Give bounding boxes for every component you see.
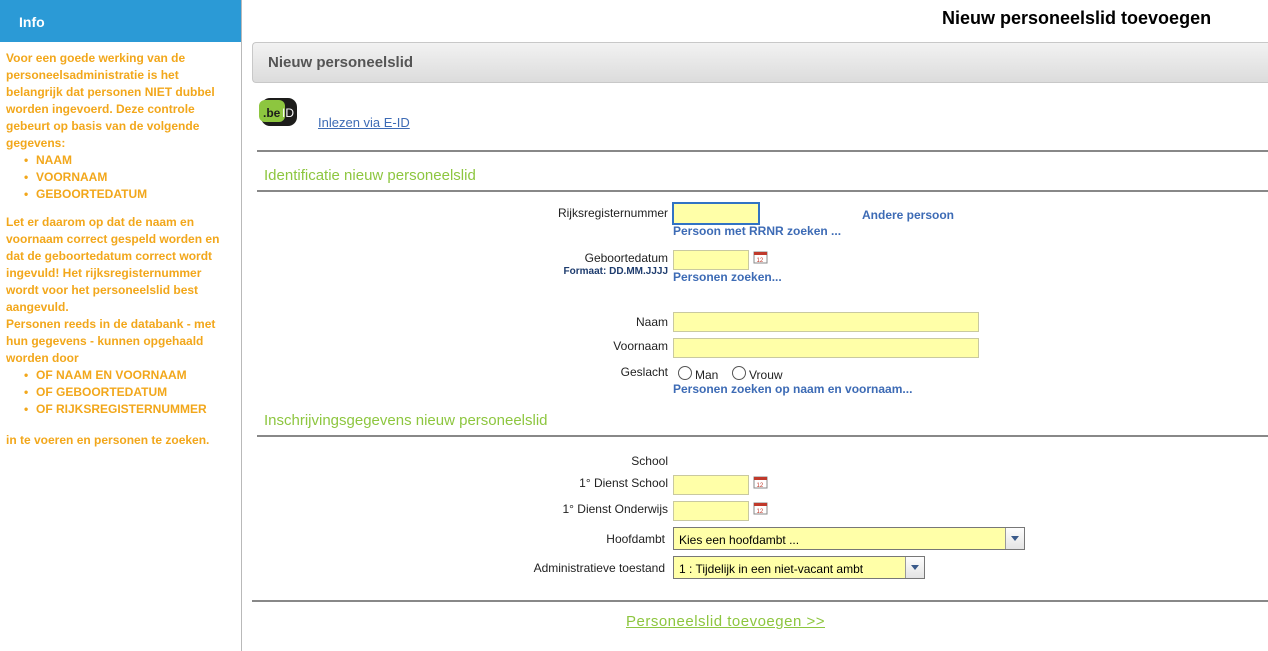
name-label: Naam bbox=[635, 315, 668, 329]
sidebar-header: Info bbox=[0, 0, 241, 42]
list-item: • OF GEBOORTEDATUM bbox=[24, 384, 235, 401]
info-paragraph-4: in te voeren en personen te zoeken. bbox=[6, 433, 210, 447]
other-person-link[interactable]: Andere persoon bbox=[862, 208, 955, 222]
birthdate-search-link[interactable]: Personen zoeken... bbox=[673, 270, 782, 284]
firstname-input[interactable] bbox=[673, 338, 979, 358]
beid-logo-icon bbox=[259, 98, 299, 126]
birthdate-label: Geboortedatum bbox=[584, 251, 668, 265]
first-service-education-label: 1° Dienst Onderwijs bbox=[562, 502, 668, 516]
gender-man-radio[interactable] bbox=[678, 366, 692, 380]
sidebar-body bbox=[0, 42, 241, 449]
chevron-down-icon[interactable] bbox=[905, 557, 924, 578]
admin-status-select[interactable] bbox=[673, 556, 925, 579]
main-position-select[interactable] bbox=[673, 527, 1025, 550]
list-item: • OF NAAM EN VOORNAAM bbox=[24, 367, 235, 384]
name-input[interactable] bbox=[673, 312, 979, 332]
info-paragraph-3: Personen reeds in de databank - met hun gegevens - kunnen opgehaald worden door bbox=[6, 317, 216, 365]
svg-text:12: 12 bbox=[756, 258, 764, 264]
main-position-value: Kies een hoofdambt ... bbox=[679, 533, 800, 547]
rrn-input[interactable] bbox=[672, 202, 760, 225]
divider bbox=[257, 435, 1268, 437]
calendar-icon[interactable] bbox=[753, 250, 768, 264]
first-service-school-input[interactable] bbox=[673, 475, 749, 495]
admin-status-value: 1 : Tijdelijk in een niet-vacant ambt bbox=[679, 562, 864, 576]
list-item: • OF RIJKSREGISTERNUMMER bbox=[24, 401, 235, 418]
school-label: School bbox=[631, 454, 668, 468]
rrn-label: Rijksregisternummer bbox=[557, 206, 668, 220]
birthdate-format-hint: Formaat: DD.MM.JJJJ bbox=[563, 266, 668, 277]
main-position-label: Hoofdambt bbox=[606, 532, 665, 546]
calendar-icon[interactable] bbox=[753, 501, 768, 515]
admin-status-label: Administratieve toestand bbox=[533, 561, 665, 575]
beid-logo-id: ID bbox=[282, 106, 294, 120]
list-item: • NAAM bbox=[24, 152, 235, 169]
beid-logo-be: .be bbox=[263, 106, 281, 120]
first-service-school-label: 1° Dienst School bbox=[579, 476, 668, 490]
first-service-education-input[interactable] bbox=[673, 501, 749, 521]
info-sidebar bbox=[0, 0, 242, 651]
svg-text:12: 12 bbox=[756, 483, 764, 489]
info-paragraph-1: Voor een goede werking van de personeelsadministratie is het belangrijk dat personen NIET dubbel worden ingevoerd. Deze controle gebeurt op basis van de volgende gegevens: bbox=[6, 51, 215, 150]
gender-label: Geslacht bbox=[620, 365, 668, 379]
divider bbox=[257, 150, 1268, 152]
list-item: • VOORNAAM bbox=[24, 169, 235, 186]
firstname-label: Voornaam bbox=[613, 339, 668, 353]
divider bbox=[257, 190, 1268, 192]
birthdate-input[interactable] bbox=[673, 250, 749, 270]
divider bbox=[252, 600, 1268, 602]
name-search-link[interactable]: Personen zoeken op naam en voornaam... bbox=[673, 382, 913, 396]
gender-vrouw-radio[interactable] bbox=[732, 366, 746, 380]
chevron-down-icon[interactable] bbox=[1005, 528, 1024, 549]
svg-text:12: 12 bbox=[756, 509, 764, 515]
registration-section-title: Inschrijvingsgegevens nieuw personeelslid bbox=[264, 412, 548, 429]
criteria-list bbox=[24, 152, 235, 203]
info-paragraph-2: Let er daarom op dat de naam en voornaam correct gespeld worden en dat de geboortedatum correct wordt ingevuld! Het rijksregisternummer wordt voor het personeelslid best aangevuld. bbox=[6, 215, 220, 314]
search-options-list bbox=[24, 367, 235, 418]
gender-man-label: Man bbox=[695, 368, 719, 382]
gender-vrouw-label: Vrouw bbox=[749, 368, 783, 382]
identification-section-title: Identificatie nieuw personeelslid bbox=[264, 167, 476, 184]
page-title: Nieuw personeelslid toevoegen bbox=[942, 8, 1212, 28]
rrn-search-link[interactable]: Persoon met RRNR zoeken ... bbox=[673, 224, 842, 238]
panel-title: Nieuw personeelslid bbox=[268, 54, 414, 71]
list-item: • GEBOORTEDATUM bbox=[24, 186, 235, 203]
calendar-icon[interactable] bbox=[753, 475, 768, 489]
panel-header bbox=[252, 42, 1268, 83]
read-eid-link[interactable]: Inlezen via E-ID bbox=[318, 115, 410, 130]
add-staff-member-link[interactable]: Personeelslid toevoegen >> bbox=[626, 613, 825, 630]
